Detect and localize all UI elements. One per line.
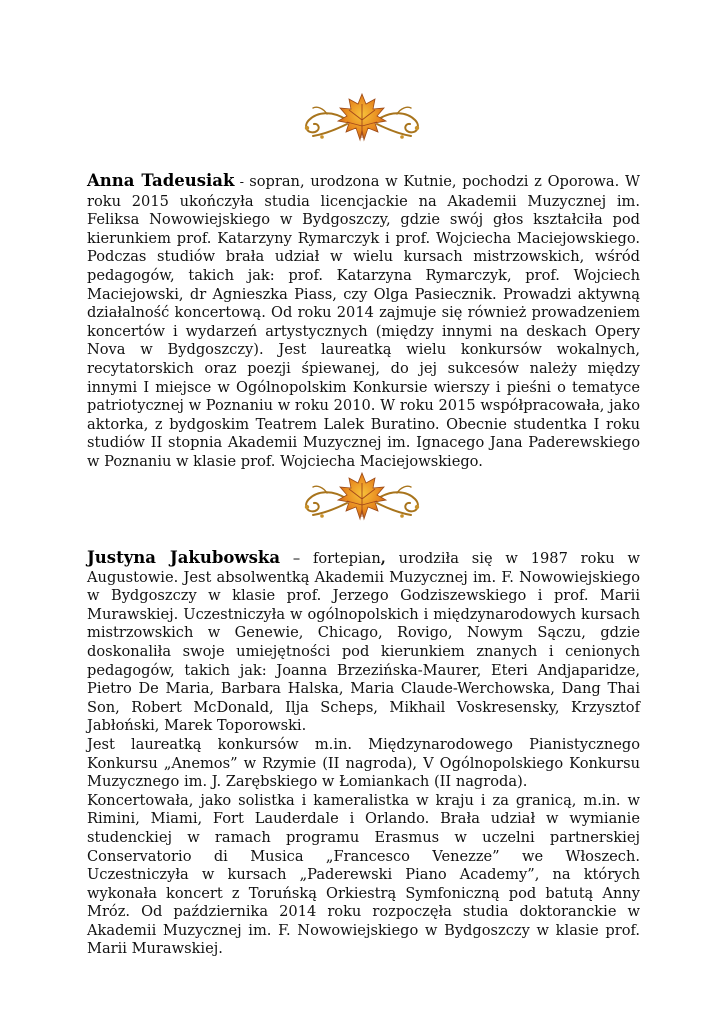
bio-paragraph-awards: Jest laureatką konkursów m.in. Międzynarodowego Pianistycznego Konkursu „Anemos” w Rzymie (II nagroda), V Ogólnopolskiego Konkursu Muzycznego im. J. Zarębskiego w Łomiankach (II nagroda). xyxy=(87,735,640,791)
name-separator: - xyxy=(234,175,250,190)
bio-anna-tadeusiak xyxy=(87,172,640,472)
autumn-leaf-flourish-icon xyxy=(287,90,437,146)
bio-paragraph xyxy=(87,549,640,736)
bio-text: urodziła się w 1987 roku w Augustowie. Jest absolwentką Akademii Muzycznej im. F. Nowowiejskiego w Bydgoszczy w klasie prof. Jerzego Godziszewskiego i prof. Marii Murawskiej. Uczestniczyła w ogólnopolskich i międzynarodowych kursach mistrzowskich w Genewie, Chicago, Rovigo, Nowym Sączu, gdzie doskonaliła swoje umiejętności pod kierunkiem znanych i cenionych pedagogów, takich jak: Joanna Brzezińska-Maurer, Eteri Andjaparidze, Pietro De Maria, Barbara Halska, Maria Claude-Werchowska, Dang Thai Son, Robert McDonald, Ilja Scheps, Mikhail Voskresensky, Krzysztof Jabłoński, Marek Toporowski. xyxy=(87,550,641,735)
ornament-graphic xyxy=(287,469,437,525)
bio-justyna-jakubowska xyxy=(87,549,640,959)
name-separator: – xyxy=(280,550,313,567)
person-name: Anna Tadeusiak xyxy=(87,171,235,190)
autumn-leaf-flourish-icon xyxy=(287,469,437,525)
bio-text: sopran, urodzona w Kutnie, pochodzi z Oporowa. W roku 2015 ukończyła studia licencjackie na Akademii Muzycznej im. Feliksa Nowowiejskiego w Bydgoszczy, gdzie swój głos kształciła pod kierunkiem prof. Katarzyny Rymarczyk i prof. Wojciecha Maciejowskiego. Podczas studiów brała udział w wielu kursach mistrzowskich, wśród pedagogów, takich jak: prof. Katarzyna Rymarczyk, prof. Wojciech Maciejowski, dr Agnieszka Piass, czy Olga Pasiecznik. Prowadzi aktywną działalność koncertową. Od roku 2014 zajmuje się również prowadzeniem koncertów i wydarzeń artystycznych (między innymi na deskach Opery Nova w Bydgoszczy). Jest laureatką wielu konkursów wokalnych, recytatorskich oraz poezji śpiewanej, do jej sukcesów należy między innymi I miejsce w Ogólnopolskim Konkursie wierszy i pieśni o tematyce patriotycznej w Poznaniu w roku 2010. W roku 2015 współpracowała, jako aktorka, z bydgoskim Teatrem Lalek Buratino. Obecnie studentka I roku studiów II stopnia Akademii Muzycznej im. Ignacego Jana Paderewskiego w Poznaniu w klasie prof. Wojciecha Maciejowskiego. xyxy=(87,173,640,470)
intro-comma: , xyxy=(380,550,386,567)
bio-paragraph xyxy=(87,172,640,472)
ornament-graphic xyxy=(287,90,437,146)
bio-paragraph-concerts: Koncertowała, jako solistka i kameralistka w kraju i za granicą, m.in. w Rimini, Miami, Fort Lauderdale i Orlando. Brała udział w wymianie studenckiej w ramach programu Erasmus w uczelni partnerskiej Conservatorio di Musica „Francesco Venezze” we Włoszech. Uczestniczyła w kursach „Paderewski Piano Academy”, na których wykonała koncert z Toruńską Orkiestrą Symfoniczną pod batutą Anny Mróz. Od października 2014 roku rozpoczęła studia doktoranckie w Akademii Muzycznej im. F. Nowowiejskiego w Bydgoszczy w klasie prof. Marii Murawskiej. xyxy=(87,791,640,958)
person-name: Justyna Jakubowska xyxy=(87,548,281,567)
instrument: fortepian xyxy=(312,550,381,567)
